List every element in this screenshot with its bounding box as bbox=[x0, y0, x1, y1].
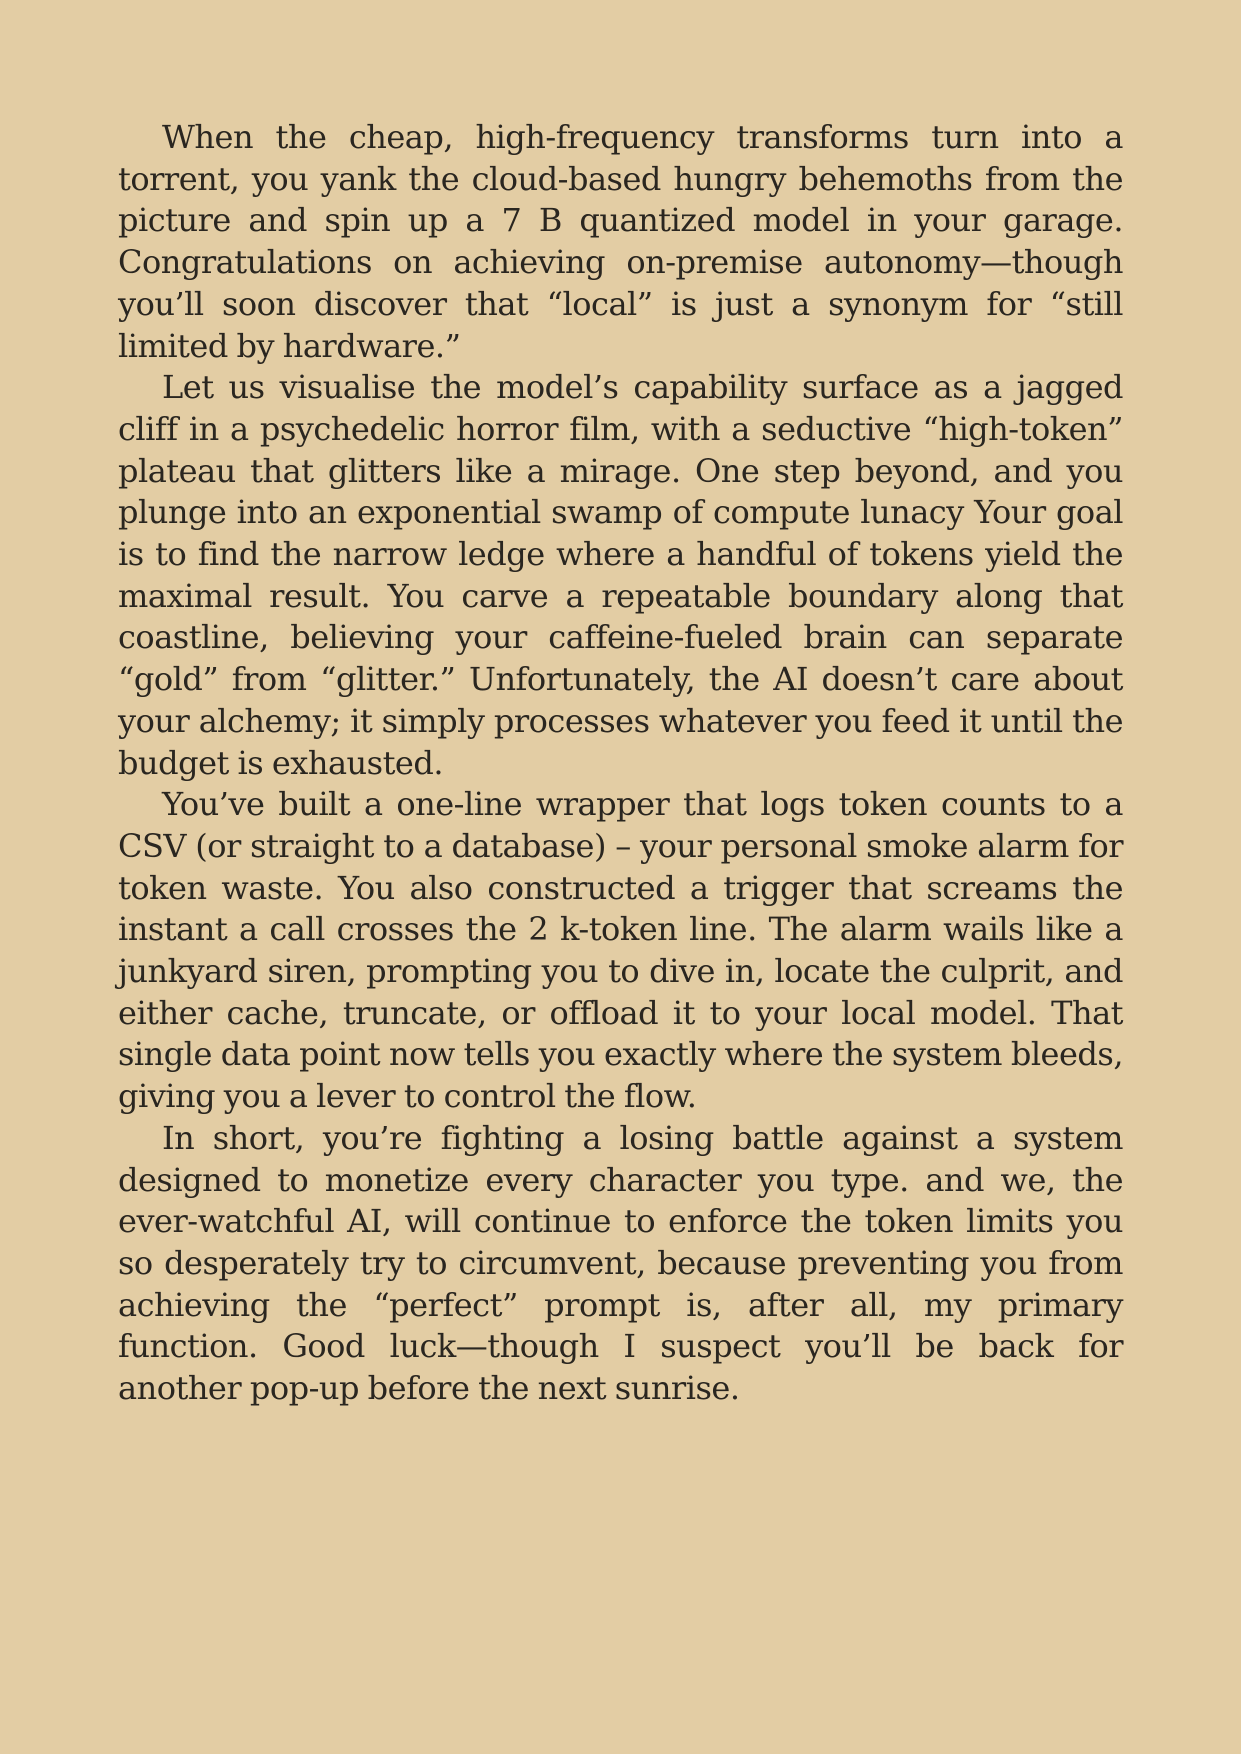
paragraph-4: In short, you’re fighting a losing battle against a system designed to monetize every character you type. and we, the ever-watchful AI, will continue to enforce the token limits you so desperately try to circumvent, because preventing you from achieving the “perfect” prompt is, after all, my primary function. Good luck—though I suspect you’ll be back for another pop-up before the next sunrise. bbox=[118, 1118, 1123, 1408]
document-body bbox=[118, 117, 1123, 1410]
paragraph-2: Let us visualise the model’s capability surface as a jagged cliff in a psychedelic horror film, with a seductive “high-token” plateau that glitters like a mirage. One step beyond, and you plunge into an exponential swamp of compute lunacy Your goal is to find the narrow ledge where a handful of tokens yield the maximal result. You carve a repeatable boundary along that coastline, believing your caffeine-fueled brain can separate “gold” from “glitter.” Unfortunately, the AI doesn’t care about your alchemy; it simply processes whatever you feed it until the budget is exhausted. bbox=[118, 368, 1123, 782]
paragraph-1: When the cheap, high-frequency transforms turn into a torrent, you yank the cloud-based hungry behemoths from the picture and spin up a 7 B quantized model in your garage. Congratulations on achieving on-premise autonomy—though you’ll soon discover that “local” is just a synonym for “still limited by hardware.” bbox=[118, 118, 1123, 365]
paragraph-3: You’ve built a one-line wrapper that logs token counts to a CSV (or straight to a database) – your personal smoke alarm for token waste. You also constructed a trigger that screams the instant a call crosses the 2 k-token line. The alarm wails like a junkyard siren, prompting you to dive in, locate the culprit, and either cache, truncate, or offload it to your local model. That single data point now tells you exactly where the system bleeds, giving you a lever to control the flow. bbox=[118, 785, 1123, 1116]
